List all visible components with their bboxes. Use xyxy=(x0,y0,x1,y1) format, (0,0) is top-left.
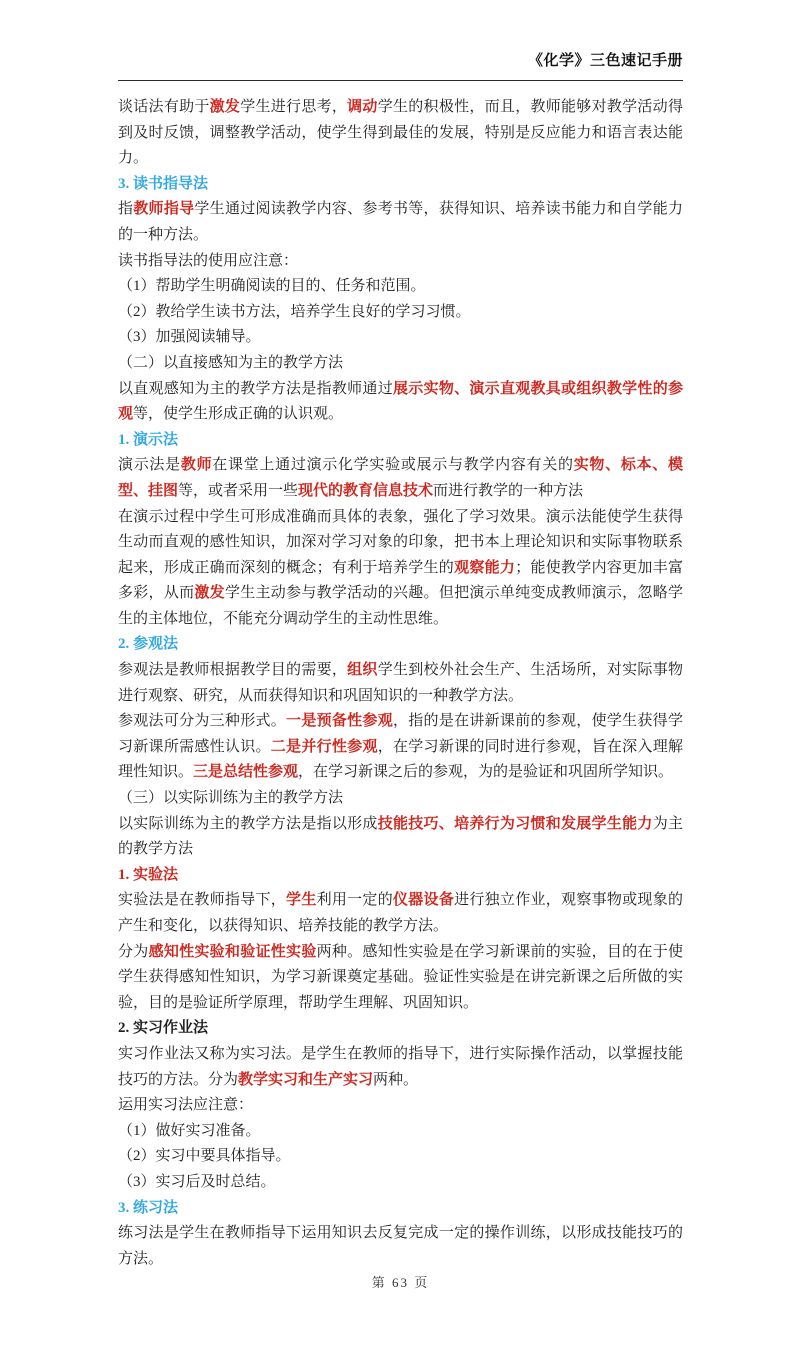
text-run: 以直观感知为主的教学方法是指教师通过 xyxy=(118,380,393,397)
header-rule xyxy=(118,80,683,81)
text-run: （2）实习中要具体指导。 xyxy=(118,1148,291,1165)
text-run: （二）以直接感知为主的教学方法 xyxy=(118,354,344,371)
paragraph xyxy=(118,197,683,248)
red-emphasis-text: 教师指导 xyxy=(133,201,195,218)
paragraph xyxy=(118,325,683,351)
red-emphasis-text: 三是总结性参观 xyxy=(193,764,299,781)
text-run: 学生通过阅读教学内容、参考书等，获得知识、培养读书能力和自学能力的一种方法。 xyxy=(118,201,683,243)
red-emphasis-text: 调动 xyxy=(347,99,378,115)
text-run: 谈话法有助于 xyxy=(118,99,210,115)
text-run: 学生进行思考， xyxy=(240,99,348,115)
page-number-label: 第 63 页 xyxy=(371,1275,430,1291)
paragraph xyxy=(118,377,683,428)
red-emphasis-text: 二是并行性参观 xyxy=(270,738,378,755)
text-run: 以实际训练为主的教学方法是指以形成 xyxy=(118,815,378,832)
text-run: 分为 xyxy=(118,943,149,960)
text-run: 学生的积极性，而且，教师能够对教学活动得到及时反馈，调整教学活动，使学生得到最佳的发展，特别是反应能力和语言表达能力。 xyxy=(118,99,683,167)
paragraph xyxy=(118,1042,683,1093)
red-emphasis-text: 技能技巧、培养行为习惯和发展学生能力 xyxy=(377,815,653,832)
text-run: 学生主动参与教学活动的兴趣。但把演示单纯变成教师演示，忽略学生的主体地位，不能充分调动学生的主动性思维。 xyxy=(118,585,683,627)
text-run: 练习法是学生在教师指导下运用知识去反复完成一定的操作训练，以形成技能技巧的方法。 xyxy=(118,1225,683,1267)
text-run: ；能使教学内容更加丰富多彩，从而 xyxy=(118,559,683,602)
red-emphasis-text: 组织 xyxy=(347,662,378,679)
text-run: ，在学习新课的同时进行参观，旨在深入理解理性知识。 xyxy=(118,738,683,781)
text-run: 为主的教学方法 xyxy=(118,815,683,858)
paragraph xyxy=(118,300,683,326)
page-footer xyxy=(118,1272,683,1349)
paragraph xyxy=(118,1093,683,1119)
text-run: 演示法是 xyxy=(118,457,181,474)
text-run: 实习作业法又称为实习法。是学生在教师的指导下，进行实际操作活动，以掌握技能技巧的方法。分为 xyxy=(118,1045,683,1088)
text-run: ，指的是在讲新课前的参观，使学生获得学习新课所需感性认识。 xyxy=(118,713,683,755)
red-emphasis-text: 观察能力 xyxy=(454,559,516,576)
red-emphasis-text: 教师 xyxy=(180,457,213,474)
section-heading xyxy=(118,1016,683,1042)
text-run: 2. 实习作业法 xyxy=(118,1020,209,1037)
paragraph xyxy=(118,658,683,709)
section-heading xyxy=(118,428,683,454)
paragraph xyxy=(118,1144,683,1170)
text-run: 运用实习法应注意： xyxy=(118,1097,254,1114)
red-emphasis-text: 学生 xyxy=(286,892,317,909)
text-run: 读书指导法的使用应注意： xyxy=(118,252,299,269)
text-run: 两种。 xyxy=(373,1071,419,1088)
book-title: 《化学》三色速记手册 xyxy=(527,53,683,69)
red-emphasis-text: 一是预备性参观 xyxy=(286,713,393,730)
red-emphasis-text: 激发 xyxy=(194,585,225,602)
red-emphasis-text: 仪器设备 xyxy=(393,892,455,909)
text-run: 而进行教学的一种方法 xyxy=(433,482,584,499)
text-run: 参观法是教师根据教学目的需要， xyxy=(118,662,348,679)
text-run: 两种。感知性实验是在学习新课前的实验，目的在于使学生获得感知性知识，为学习新课奠定基础。验证性实验是在讲完新课之后所做的实验，目的是验证所学原理，帮助学生理解、巩固知识。 xyxy=(118,943,683,1011)
paragraph xyxy=(118,709,683,786)
section-heading xyxy=(118,172,683,198)
paragraph xyxy=(118,786,683,812)
text-run: （3）加强阅读辅导。 xyxy=(118,329,261,346)
red-emphasis-text: 现代的教育信息技术 xyxy=(298,482,434,499)
paragraph xyxy=(118,1119,683,1145)
paragraph xyxy=(118,95,683,172)
text-run: 2. 参观法 xyxy=(118,636,179,653)
text-run: 指 xyxy=(118,201,134,218)
page-header xyxy=(118,50,683,81)
paragraph xyxy=(118,453,683,504)
paragraph xyxy=(118,505,683,633)
paragraph xyxy=(118,274,683,300)
section-heading xyxy=(118,863,683,889)
paragraph xyxy=(118,249,683,275)
document-body xyxy=(118,95,683,1272)
text-run: （1）帮助学生明确阅读的目的、任务和范围。 xyxy=(118,278,426,295)
paragraph xyxy=(118,351,683,377)
text-run: 等，或者采用一些 xyxy=(178,482,299,499)
text-run: 参观法可分为三种形式。 xyxy=(118,713,287,730)
red-emphasis-text: 感知性实验和验证性实验 xyxy=(148,943,317,960)
red-emphasis-text: 教学实习和生产实习 xyxy=(238,1071,374,1088)
text-run: 在演示过程中学生可形成准确而具体的表象，强化了学习效果。演示法能使学生获得生动而直观的感性知识，加深对学习对象的印象，把书本上理论知识和实际事物联系起来，形成正确而深刻的概念；有利于培养学生的 xyxy=(118,508,683,576)
text-run: 利用一定的 xyxy=(316,892,393,909)
text-run: 在课堂上通过演示化学实验或展示与教学内容有关的 xyxy=(212,457,574,474)
paragraph xyxy=(118,1170,683,1196)
text-run: 3. 练习法 xyxy=(118,1199,179,1216)
text-run: 学生到校外社会生产、生活场所，对实际事物进行观察、研究，从而获得知识和巩固知识的一种教学方法。 xyxy=(118,662,683,704)
text-run: 3. 读书指导法 xyxy=(118,175,209,192)
paragraph xyxy=(118,812,683,863)
text-run: 等，使学生形成正确的认识观。 xyxy=(133,406,344,423)
text-run: （三）以实际训练为主的教学方法 xyxy=(118,790,344,807)
text-run: ，在学习新课之后的参观，为的是验证和巩固所学知识。 xyxy=(298,764,674,781)
text-run: （2）教给学生读书方法，培养学生良好的学习习惯。 xyxy=(118,303,471,320)
text-run: 进行独立作业，观察事物或现象的产生和变化，以获得知识、培养技能的教学方法。 xyxy=(118,892,683,934)
text-run: 1. 演示法 xyxy=(118,431,179,448)
text-run: 实验法是在教师指导下， xyxy=(118,892,287,909)
paragraph xyxy=(118,1221,683,1272)
red-emphasis-text: 展示实物、演示直观教具或组织教学性的参观 xyxy=(118,380,683,423)
red-emphasis-text: 激发 xyxy=(209,99,241,115)
red-emphasis-text: 实物、标本、模型、挂图 xyxy=(118,457,683,499)
text-run: （3）实习后及时总结。 xyxy=(118,1173,276,1190)
text-run: 1. 实验法 xyxy=(118,866,179,883)
section-heading xyxy=(118,1196,683,1222)
paragraph xyxy=(118,888,683,939)
paragraph xyxy=(118,940,683,1017)
text-run: （1）做好实习准备。 xyxy=(118,1122,261,1139)
section-heading xyxy=(118,632,683,658)
